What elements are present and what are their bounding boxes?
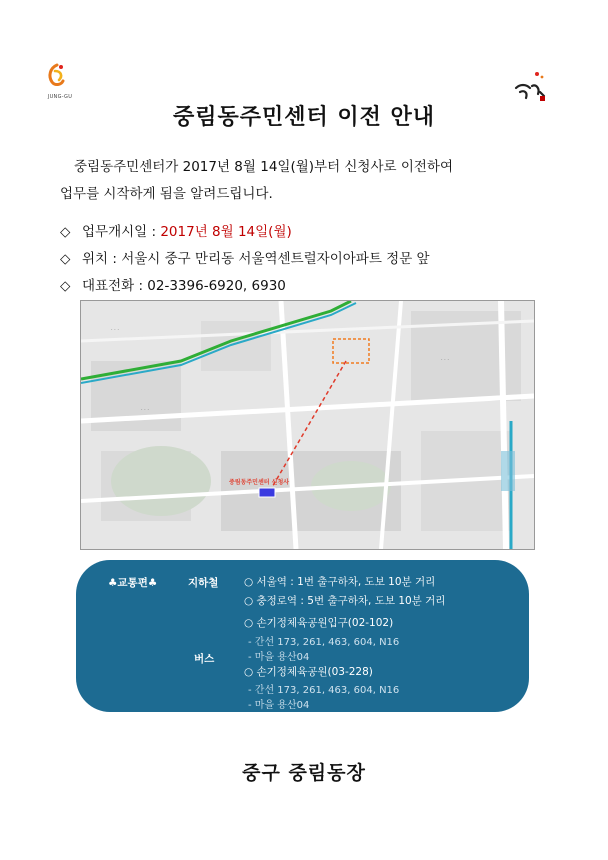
intro-paragraph — [60, 154, 560, 208]
bus-stop-2-line-1: - 간선 173, 261, 463, 604, N16 — [248, 685, 400, 696]
bus-label: 버스 — [194, 653, 215, 665]
start-date-label: 업무개시일 : — [82, 224, 161, 240]
location-map — [80, 300, 535, 550]
svg-text:· · ·: · · · — [441, 357, 449, 363]
bus-stop-2: ○ 손기정체육공원(03-228) — [244, 666, 373, 678]
transport-info-box — [76, 560, 529, 712]
page-title: 중림동주민센터 이전 안내 — [172, 105, 436, 130]
svg-text:· · ·: · · · — [141, 407, 149, 413]
diamond-bullet-icon: ◇ — [60, 278, 71, 294]
bus-stop-1-line-2: - 마을 용산04 — [248, 652, 310, 663]
subway-line-2: ○ 충정로역 : 5번 출구하차, 도보 10분 거리 — [244, 595, 446, 607]
bus-stop-1-line-1: - 간선 173, 261, 463, 604, N16 — [248, 637, 400, 648]
intro-line-1: 중림동주민센터가 2017년 8월 14일(월)부터 신청사로 이전하여 — [74, 159, 454, 175]
logo-caption: JUNG-GU — [47, 94, 73, 100]
transport-header: ♣교통편♣ — [108, 577, 158, 589]
subway-line-1: ○ 서울역 : 1번 출구하차, 도보 10분 거리 — [244, 576, 436, 588]
phone-text: 대표전화 : 02-3396-6920, 6930 — [82, 278, 286, 294]
start-date-value: 2017년 8월 14일(월) — [160, 224, 292, 240]
map-drawing — [81, 301, 534, 549]
info-start-date — [60, 220, 292, 240]
location-text: 위치 : 서울시 중구 만리동 서울역센트럴자이아파트 정문 앞 — [82, 251, 430, 267]
subway-label: 지하철 — [188, 577, 219, 589]
intro-line-2: 업무를 시작하게 됨을 알려드립니다. — [60, 186, 273, 202]
info-phone — [60, 274, 286, 294]
new-location-marker — [259, 488, 275, 497]
info-location — [60, 247, 430, 267]
jung-gu-emblem-icon — [44, 62, 70, 88]
footer-signature: 중구 중림동장 — [242, 762, 366, 784]
jung-gu-logo — [44, 62, 76, 100]
svg-text:· · ·: · · · — [111, 327, 119, 333]
bus-stop-2-line-2: - 마을 용산04 — [248, 700, 310, 711]
diamond-bullet-icon: ◇ — [60, 251, 71, 267]
bus-stop-1: ○ 손기정체육공원입구(02-102) — [244, 617, 394, 629]
diamond-bullet-icon: ◇ — [60, 224, 71, 240]
new-location-label: 중림동주민센터 신청사 — [229, 479, 290, 486]
